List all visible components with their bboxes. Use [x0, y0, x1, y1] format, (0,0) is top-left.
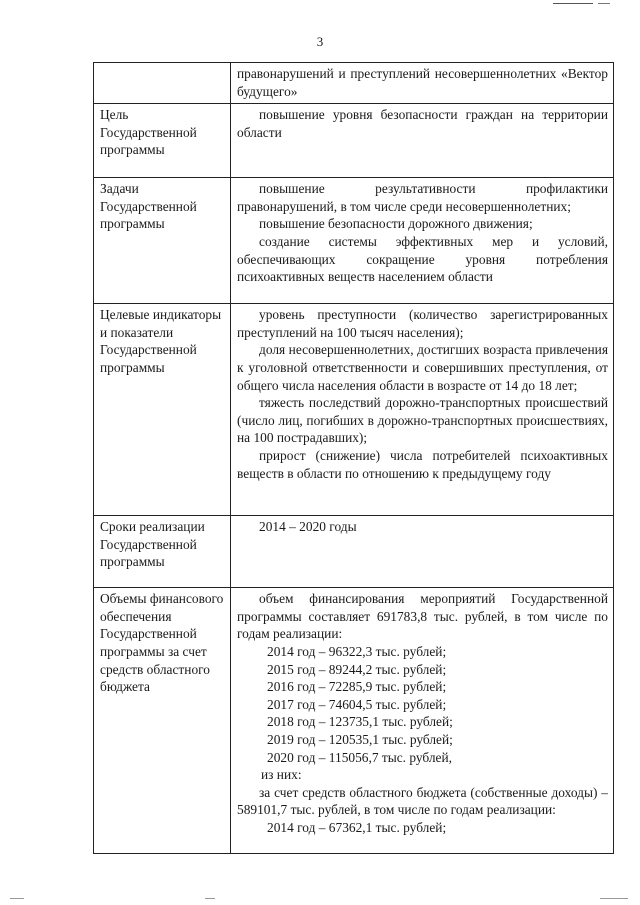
row-content	[231, 516, 614, 588]
row-content	[231, 588, 614, 854]
content-paragraph: тяжесть последствий дорожно-транспортных происшествий (число лиц, погибших в дорожно-транспортных происшествиях, на 100 пострадавших);	[237, 395, 608, 446]
content-paragraph: 2020 год – 115056,7 тыс. рублей,	[267, 749, 453, 765]
content-paragraph: 2014 – 2020 годы	[259, 519, 357, 535]
page-number: 3	[316, 34, 324, 49]
scan-mark	[598, 3, 610, 4]
content-paragraph: прирост (снижение) числа потребителей психоактивных веществ в области по отношению к предыдущему году	[237, 447, 608, 481]
scan-mark	[205, 898, 215, 899]
content-paragraph: доля несовершеннолетних, достигших возраста привлечения к уголовной ответственности и совершивших преступления, от общего числа населения области в возрасте от 14 до 18 лет;	[237, 342, 608, 393]
content-paragraph: 2016 год – 72285,9 тыс. рублей;	[267, 679, 447, 695]
row-label: Сроки реализации Государственной программы	[94, 516, 231, 588]
row-label: Цель Государственной программы	[94, 104, 231, 178]
content-paragraph: 2017 год – 74604,5 тыс. рублей;	[267, 696, 447, 712]
table-row	[94, 304, 614, 516]
content-paragraph: за счет средств областного бюджета (собственные доходы) – 589101,7 тыс. рублей, в том числе по годам реализации:	[237, 784, 608, 818]
content-paragraph: 2015 год – 89244,2 тыс. рублей;	[267, 661, 447, 677]
content-paragraph: 2014 год – 67362,1 тыс. рублей;	[267, 819, 447, 835]
content-paragraph: 2014 год – 96322,3 тыс. рублей;	[267, 643, 447, 659]
content-paragraph: уровень преступности (количество зарегистрированных преступлений на 100 тысяч населения);	[237, 307, 608, 340]
table-row	[94, 104, 614, 178]
row-content	[231, 304, 614, 516]
row-content	[231, 178, 614, 304]
table-row	[94, 63, 614, 104]
row-content	[231, 104, 614, 178]
content-paragraph: создание системы эффективных мер и условий, обеспечивающих сокращение уровня потребления психоактивных веществ населением области	[237, 233, 608, 285]
content-paragraph: из них:	[261, 767, 302, 783]
row-label	[94, 63, 231, 104]
program-passport-table	[93, 62, 614, 854]
content-paragraph: повышение безопасности дорожного движения;	[259, 216, 533, 232]
content-paragraph: 2018 год – 123735,1 тыс. рублей;	[267, 714, 453, 730]
row-content	[231, 63, 614, 104]
table-body	[94, 63, 614, 854]
table-row	[94, 178, 614, 304]
table-row	[94, 516, 614, 588]
content-paragraph: объем финансирования мероприятий Государственной программы составляет 691783,8 тыс. рублей, в том числе по годам реализации:	[237, 591, 608, 642]
table-row	[94, 588, 614, 854]
row-label: Задачи Государственной программы	[94, 178, 231, 304]
scan-mark	[600, 898, 628, 899]
row-label: Целевые индикаторы и показатели Государственной программы	[94, 304, 231, 516]
scan-mark	[10, 898, 24, 899]
content-paragraph: 2019 год – 120535,1 тыс. рублей;	[267, 731, 453, 747]
row-label: Объемы финансового обеспечения Государственной программы за счет средств областного бюджета	[94, 588, 231, 854]
content-paragraph: правонарушений и преступлений несовершеннолетних «Вектор будущего»	[237, 66, 608, 99]
scan-mark	[553, 3, 593, 4]
content-paragraph: повышение уровня безопасности граждан на территории области	[237, 107, 608, 140]
content-paragraph: повышение результативности профилактики правонарушений, в том числе среди несовершеннолетних;	[237, 181, 608, 214]
